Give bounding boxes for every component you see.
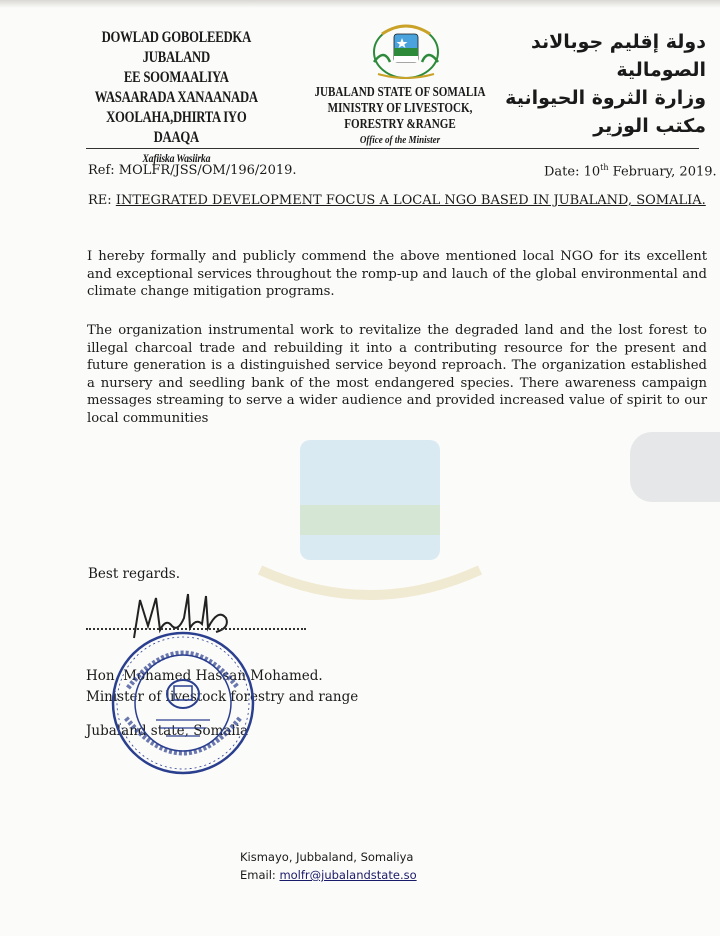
- reference-number: Ref: MOLFR/JSS/OM/196/2019.: [88, 163, 297, 178]
- header-somali-line-4: XOOLAHA,DHIRTA IYO DAAQA: [106, 109, 247, 146]
- header-somali-office: Xafiiska Wasiirka: [142, 151, 211, 165]
- footer-email-line: [240, 866, 417, 884]
- letter-footer: [240, 848, 417, 884]
- letter-date: [544, 163, 717, 179]
- closing-regards: Best regards.: [88, 566, 181, 582]
- header-divider: [86, 148, 699, 149]
- body-paragraph-2: The organization instrumental work to revitalize the degraded land and the lost forest to illegal charcoal trade and rebuilding it into a contributing resource for the present and future generation is a distinguished service beyond reproach. The organization established a nursery and seedling bank of the most endangered species. There awareness campaign messages streaming to serve a wider audience and provided increased value of spirit to our local communities: [87, 323, 707, 426]
- date-ordinal: th: [600, 163, 609, 172]
- header-somali-line-2: EE SOOMAALIYA: [123, 69, 229, 86]
- header-somali-line-3: WASAARADA XANAANADA: [94, 89, 258, 106]
- subject-label: RE:: [88, 193, 112, 208]
- date-prefix: Date: 10: [544, 164, 601, 180]
- header-english: [311, 84, 488, 148]
- footer-address: Kismayo, Jubbaland, Somaliya: [240, 850, 414, 864]
- footer-email-label: Email:: [240, 868, 280, 882]
- footer-email-link[interactable]: molfr@jubalandstate.so: [279, 868, 417, 882]
- header-arabic: [486, 28, 706, 140]
- scan-artifact: [630, 432, 720, 502]
- header-english-office: Office of the Minister: [359, 134, 441, 146]
- header-somali-line-1: DOWLAD GOBOLEEDKA JUBALAND: [101, 29, 252, 66]
- signatory-name: Hon. Mohamed Hassan Mohamed.: [86, 668, 323, 684]
- header-arabic-line-2: وزارة الثروة الحيوانية: [505, 87, 706, 109]
- scan-shadow: [0, 0, 720, 8]
- watermark-emblem-icon: [240, 420, 500, 610]
- header-english-line-1: JUBALAND STATE OF SOMALIA: [314, 84, 486, 99]
- header-arabic-line-1: دولة إقليم جوبالاند الصومالية: [531, 31, 706, 81]
- header-somali: [82, 28, 271, 168]
- date-suffix: February, 2019.: [608, 164, 717, 180]
- official-stamp-icon: [108, 628, 258, 778]
- header-arabic-line-3: مكتب الوزير: [593, 115, 706, 137]
- header-english-line-2: MINISTRY OF LIVESTOCK, FORESTRY &RANGE: [327, 100, 473, 131]
- subject-text: INTEGRATED DEVELOPMENT FOCUS A LOCAL NGO BASED IN JUBALAND, SOMALIA.: [115, 193, 706, 208]
- signatory-state: Jubaland state, Somalia: [86, 723, 249, 739]
- signatory-title: Minister of livestock forestry and range: [86, 689, 359, 705]
- body-paragraph-1: I hereby formally and publicly commend the above mentioned local NGO for its excellent and exceptional services throughout the romp-up and lauch of the global environmental and climate change mitigation programs.: [87, 249, 707, 299]
- jubaland-emblem-icon: [360, 18, 452, 82]
- subject-line: [88, 193, 706, 208]
